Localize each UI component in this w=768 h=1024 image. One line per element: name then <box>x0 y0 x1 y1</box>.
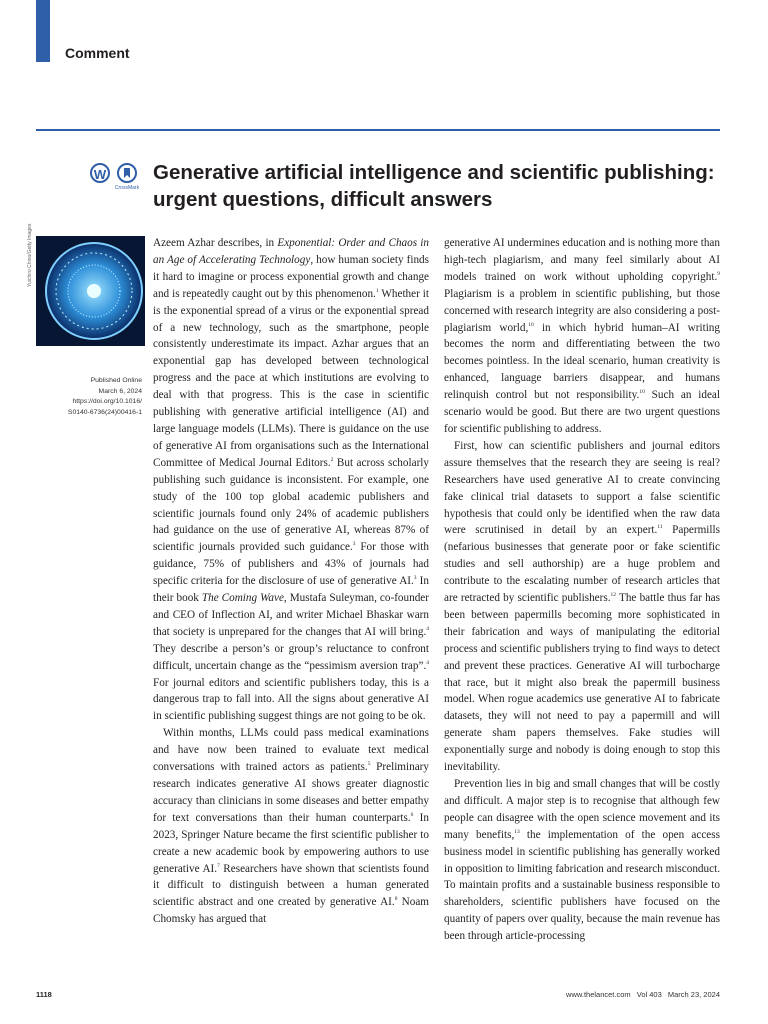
volume: Vol 403 <box>636 990 662 999</box>
doi-link-line2[interactable]: S0140-6736(24)00416-1 <box>67 408 142 416</box>
w-logo-icon[interactable]: W <box>90 163 110 183</box>
paragraph: Prevention lies in big and small changes that will be costly and difficult. A major step is to recognise that although few people can disagree with the open science movement and its many benefits,$^{13}$ the implementation of the open access business model in scientific publishing has generally worked in opposition to limiting fabrication and research misconduct. To maintain profits and a sustainable business responsible to shareholders, scientific publishers have focused on the quantity of papers over quality, because the main revenue has been through article-processing <box>444 778 720 943</box>
paragraph: First, how can scientific publishers and journal editors assure themselves that the research they are seeing is real? Researchers have used generative AI to create convincing fake clinical trial datasets to support a false scientific hypothesis that could only be identified when the raw data were scrutinised in detail by an expert.$^{11}$ Papermills (nefarious businesses that generate poor or fake scientific studies and sell authorship) are a huge problem and contribute to the escalating number of research articles that are retracted by scientific publishers.$^{12}$ The battle thus far has been between papermills becoming more sophisticated in their fabrication and ways of manipulating the editorial process and scientific publishers trying to find ways to detect and prevent these practices. Generative AI will turbocharge that race, but it might also break the papermill business model. When rogue academics use generative AI to fabricate datasets, they will not need to pay a papermill and will generate sham papers themselves. Fake studies will exponentially surge and nobody is doing enough to stop this inevitability. <box>444 439 720 774</box>
publication-info <box>36 376 142 418</box>
doi-link-line1[interactable]: https://doi.org/10.1016/ <box>72 398 142 405</box>
section-color-bar <box>36 0 50 62</box>
article-photo <box>36 236 145 346</box>
issue-date: March 23, 2024 <box>667 990 720 999</box>
article-badges <box>90 163 144 193</box>
paragraph: Azeem Azhar describes, in Exponential: Order and Chaos in an Age of Accelerating Technology, how human society finds it hard to imagine or process exponential growth and change and is repeatedly caught out by this phenomenon.$^1$ Whether it is the exponential spread of a virus or the exponential spread of a new technology, such as the smartphone, people consistently underestimate its impact. Azhar argues that an exponential gap has developed between technological progress and the pace at which institutions are evolving to deal with that progress. This is the case in scientific publishing with generative artificial intelligence (AI) and large language models (LLMs). There is guidance on the use of generative AI from organisations such as the International Committee of Medical Journal Editors.$^2$ But across scholarly publishing such guidance is inconsistent. For example, one study of the 100 top global academic publishers and scientific journals found only 24% of academic publishers had guidance on the use of generative AI, whereas 87% of scientific journals provided such guidance.$^3$ For those with guidance, 75% of publishers and 43% of journals had specific criteria for the disclosure of use of generative AI.$^3$ In their book The Coming Wave, Mustafa Suleyman, co-founder and CEO of Inflection AI, and writer Michael Bhaskar warn that society is unprepared for the changes that AI will bring.$^4$ They describe a person’s or group’s reluctance to confront difficult, uncertain change as the “pessimism aversion trap”.$^4$ For journal editors and scientific publishers today, this is a dangerous trap to fall into. All the signs about generative AI in scientific publishing suggest things are not going to be ok. <box>153 237 430 723</box>
journal-site-link[interactable]: www.thelancet.com <box>566 990 631 999</box>
published-date: March 6, 2024 <box>98 387 142 395</box>
body-column-right <box>444 235 720 945</box>
photo-credit: Yuichiro Chino/Getty Images <box>27 223 33 287</box>
footer-citation <box>562 990 720 999</box>
paragraph: Within months, LLMs could pass medical examinations and have now been trained to evaluate text medical conversations with trained actors as patients.$^5$ Preliminary research indicates generative AI shows greater diagnostic accuracy than clinicians in some diseases and better empathy for text conversations than their human counterparts.$^6$ In 2023, Springer Nature became the first scientific publisher to create a new academic book by empowering authors to use generative AI.$^7$ Researchers have shown that scientists found it difficult to distinguish between a human generated scientific abstract and one created by generative AI.$^8$ Noam Chomsky has argued that <box>153 727 429 926</box>
published-online-label: Published Online <box>90 377 142 384</box>
body-column-left <box>153 235 429 928</box>
section-label: Comment <box>65 45 130 61</box>
article-title: Generative artificial intelligence and scientific publishing: urgent questions, difficult answers <box>153 161 715 211</box>
crossmark-icon[interactable] <box>117 163 137 183</box>
paragraph: generative AI undermines education and is nothing more than high-tech plagiarism, and many feel similarly about AI models trained on work without upholding copyright.$^9$ Plagiarism is a problem in scientific publishing, but those concerned with research integrity are also considering a post-plagiarism world,$^{10}$ in which hybrid human–AI writing becomes the norm and differentiating between the two becomes pointless. In the ideal scenario, human creativity is enhanced, language barriers disappear, and humans relinquish control but not responsibility.$^{10}$ Such an ideal scenario would be good. But there are two urgent questions for scientific publishing to address. <box>444 237 720 435</box>
header-rule <box>36 129 720 131</box>
crossmark-label: CrossMark <box>114 185 140 191</box>
page-number: 1118 <box>36 990 52 999</box>
